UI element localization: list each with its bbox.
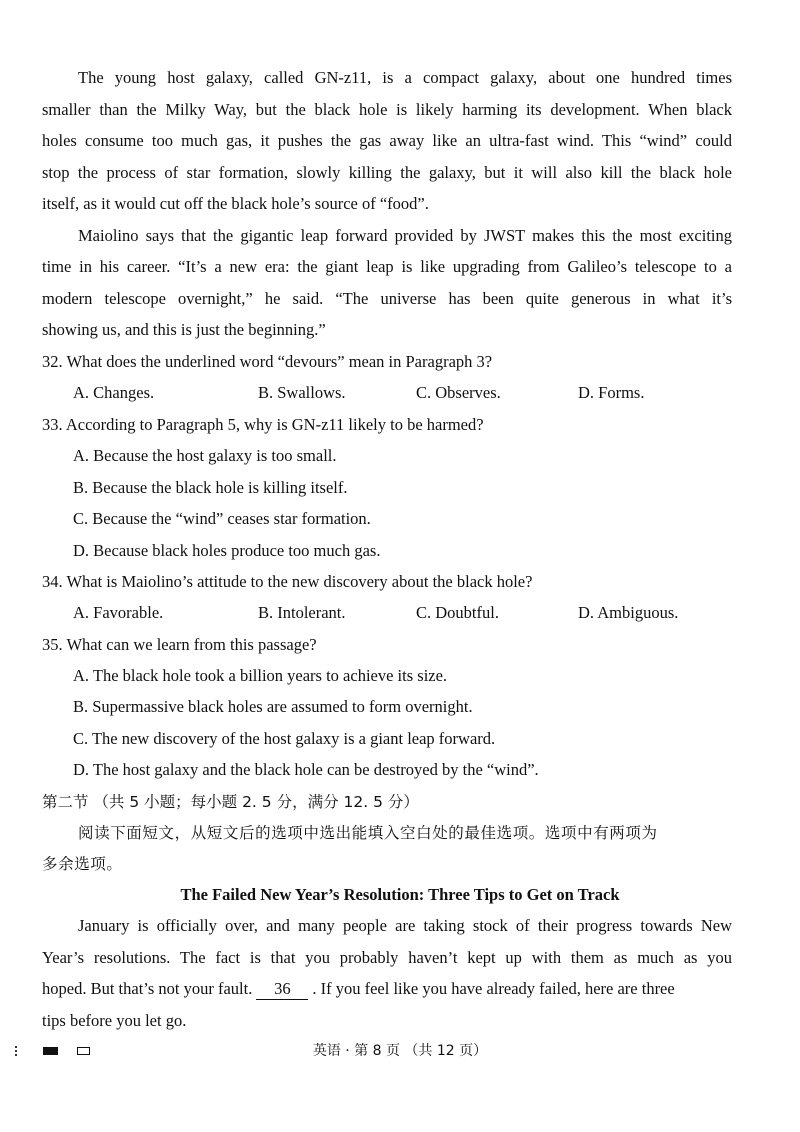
answer-option: B. Supermassive black holes are assumed to form overnight. xyxy=(73,697,473,716)
answer-option: C. Observes. xyxy=(416,383,501,402)
section-header: 第二节 （共 5 小题；每小题 2. 5 分，满分 12. 5 分） xyxy=(42,793,419,811)
passage-title: The Failed New Year’s Resolution: Three Tips to Get on Track xyxy=(180,885,620,904)
answer-option: B. Swallows. xyxy=(258,383,346,402)
answer-option: C. Doubtful. xyxy=(416,603,499,622)
answer-option: A. Because the host galaxy is too small. xyxy=(73,446,337,465)
paragraph-line: time in his career. “It’s a new era: the giant leap is like upgrading from Galileo’s telescope to a xyxy=(42,257,732,276)
answer-option: C. The new discovery of the host galaxy is a giant leap forward. xyxy=(73,729,496,748)
paragraph-text: hoped. But that’s not your fault. xyxy=(42,979,253,998)
paragraph-line: showing us, and this is just the beginning.” xyxy=(42,320,326,339)
answer-option: C. Because the “wind” ceases star formation. xyxy=(73,509,371,528)
answer-option: D. Ambiguous. xyxy=(578,603,679,622)
paragraph-line: tips before you let go. xyxy=(42,1011,187,1030)
question-stem: 33. According to Paragraph 5, why is GN-z11 likely to be harmed? xyxy=(42,415,484,434)
answer-option: D. Because black holes produce too much gas. xyxy=(73,541,381,560)
paragraph-line: January is officially over, and many people are taking stock of their progress towards New xyxy=(78,916,732,935)
answer-option: D. The host galaxy and the black hole can be destroyed by the “wind”. xyxy=(73,760,539,779)
blank-36[interactable]: 36 xyxy=(256,979,308,1000)
answer-option: A. Favorable. xyxy=(73,603,164,622)
answer-option: A. The black hole took a billion years to achieve its size. xyxy=(73,666,448,685)
answer-option: A. Changes. xyxy=(73,383,155,402)
question-stem: 34. What is Maiolino’s attitude to the new discovery about the black hole? xyxy=(42,572,533,591)
paragraph-line: modern telescope overnight,” he said. “The universe has been quite generous in what it’s xyxy=(42,289,732,308)
question-stem: 35. What can we learn from this passage? xyxy=(42,635,317,654)
paragraph-text: . If you feel like you have already failed, here are three xyxy=(312,979,675,998)
answer-option: B. Intolerant. xyxy=(258,603,346,622)
section-instruction: 多余选项。 xyxy=(42,855,123,873)
answer-option: B. Because the black hole is killing itself. xyxy=(73,478,348,497)
paragraph-line xyxy=(42,979,732,1000)
paragraph-line: stop the process of star formation, slowly killing the galaxy, but it will also kill the black hole xyxy=(42,163,732,182)
answer-option: D. Forms. xyxy=(578,383,645,402)
paragraph-line: itself, as it would cut off the black hole’s source of “food”. xyxy=(42,194,429,213)
paragraph-line: holes consume too much gas, it pushes the gas away like an ultra-fast wind. This “wind” could xyxy=(42,131,732,150)
paragraph-line: Year’s resolutions. The fact is that you probably haven’t kept up with them as much as you xyxy=(42,948,732,967)
question-stem: 32. What does the underlined word “devours” mean in Paragraph 3? xyxy=(42,352,493,371)
page-footer: 英语 · 第 8 页 （共 12 页） xyxy=(312,1043,488,1059)
paragraph-line: Maiolino says that the gigantic leap forward provided by JWST makes this the most exciting xyxy=(78,226,732,245)
paragraph-line: smaller than the Milky Way, but the black hole is likely harming its development. When black xyxy=(42,100,732,119)
section-instruction: 阅读下面短文，从短文后的选项中选出能填入空白处的最佳选项。选项中有两项为 xyxy=(78,824,658,842)
paragraph-line: The young host galaxy, called GN-z11, is a compact galaxy, about one hundred times xyxy=(78,68,732,87)
